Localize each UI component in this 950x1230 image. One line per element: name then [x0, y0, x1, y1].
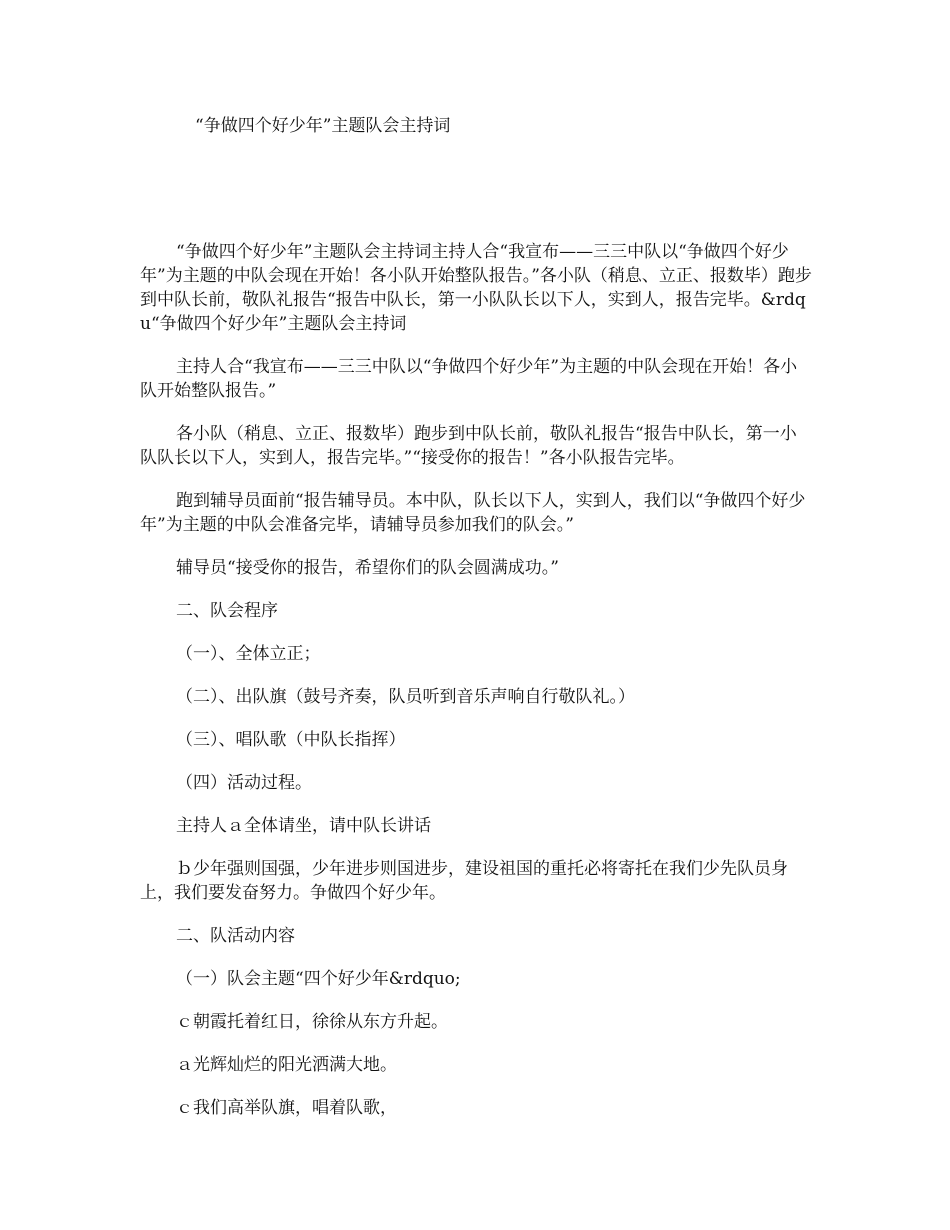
paragraph: “争做四个好少年”主题队会主持词主持人合“我宣布——三三中队以“争做四个好少年”为主题的中队会现在开始！各小队开始整队报告。”各小队（稍息、立正、报数毕）跑步到中队长前，敬队礼报告“报告中队长，第一小队队长以下人，实到人，报告完毕。&rdqu“争做四个好少年”主题队会主持词 [140, 242, 812, 334]
section-heading: 二、队会程序 [176, 601, 278, 621]
section-heading: 二、队活动内容 [176, 926, 295, 946]
list-item: （一）、全体立正； [176, 644, 321, 664]
paragraph: ｃ朝霞托着红日，徐徐从东方升起。 [176, 1012, 448, 1032]
paragraph: ｃ我们高举队旗，唱着队歌， [176, 1098, 397, 1118]
paragraph: 主持人合“我宣布——三三中队以“争做四个好少年”为主题的中队会现在开始！各小队开始整队报告。” [140, 357, 798, 401]
document-title: “争做四个好少年”主题队会主持词 [195, 116, 451, 136]
list-item: （四）活动过程。 [176, 773, 312, 793]
document-body [140, 240, 812, 1139]
paragraph: 主持人ａ全体请坐，请中队长讲话 [176, 816, 431, 836]
list-item: （一）队会主题“四个好少年&rdquo; [176, 969, 461, 989]
paragraph: 辅导员“接受你的报告，希望你们的队会圆满成功。” [176, 558, 559, 578]
paragraph: ａ光辉灿烂的阳光洒满大地。 [176, 1055, 397, 1075]
paragraph: ｂ少年强则国强，少年进步则国进步，建设祖国的重托必将寄托在我们少先队员身上，我们要发奋努力。争做四个好少年。 [140, 859, 788, 903]
paragraph: 各小队（稍息、立正、报数毕）跑步到中队长前，敬队礼报告“报告中队长，第一小队队长以下人，实到人，报告完毕。”“接受你的报告！”各小队报告完毕。 [140, 424, 797, 468]
list-item: （二）、出队旗（鼓号齐奏，队员听到音乐声响自行敬队礼。） [176, 687, 635, 707]
paragraph: 跑到辅导员面前“报告辅导员。本中队，队长以下人，实到人，我们以“争做四个好少年”为主题的中队会准备完毕，请辅导员参加我们的队会。” [140, 491, 806, 535]
list-item: （三）、唱队歌（中队长指挥） [176, 730, 406, 750]
